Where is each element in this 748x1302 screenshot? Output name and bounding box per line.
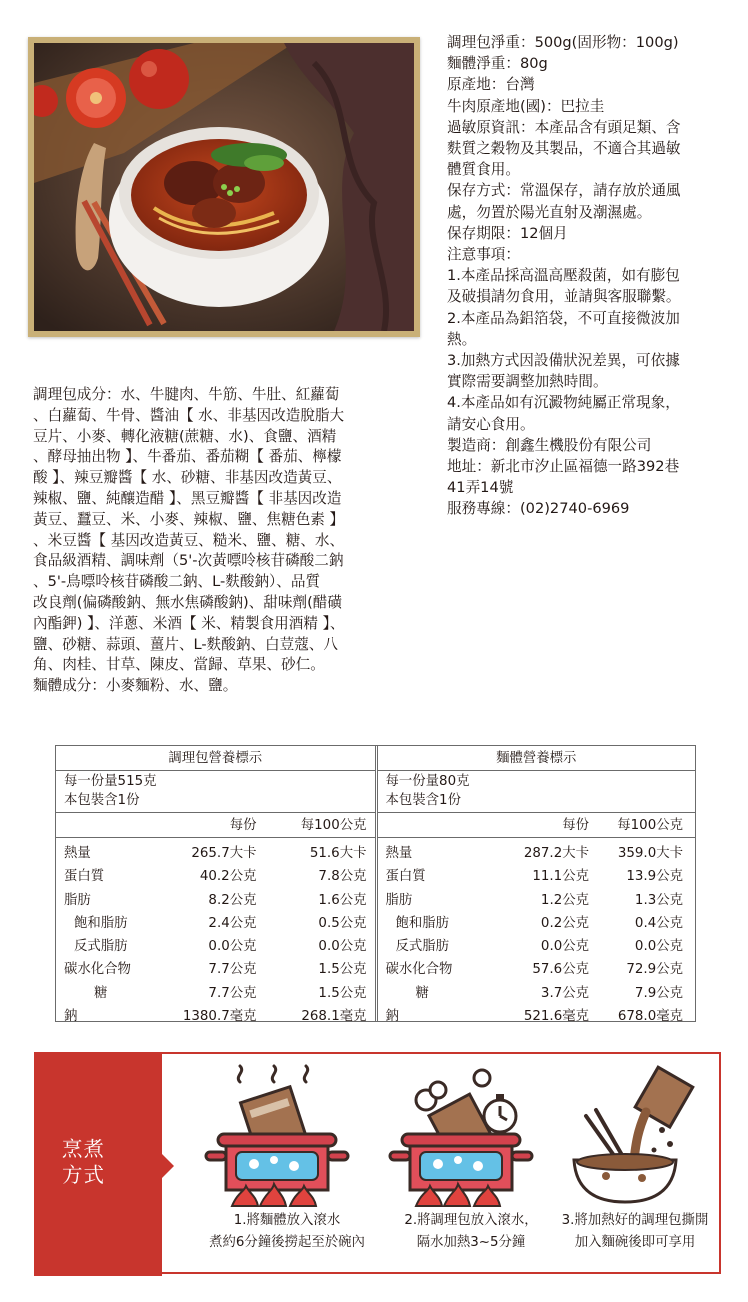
per-serving-value: 265.7大卡 [191,846,257,861]
per-serving-value: 1.2公克 [540,892,589,908]
table-row [378,935,696,958]
nutrient-name: 鈉 [385,1009,399,1025]
per-serving-value: 0.2公克 [540,915,589,931]
info-line: 調理包淨重：500g(固形物：100g) [447,34,679,51]
pot-with-pouch-and-timer-icon [386,1060,536,1208]
table-row [56,982,375,1005]
ingredients-line: 辣椒、鹽、純釀造醋 】、黑豆瓣醬【 非基因改造 [33,489,342,507]
serving-info [56,771,375,813]
per-100g-value: 1.5公克 [318,985,367,1001]
cooking-method-box [34,1052,721,1274]
pour-pouch-into-bowl-icon [550,1060,700,1208]
table-row [56,935,375,958]
servings-per-pack: 本包裝含1份 [64,793,140,808]
product-photo-frame [28,37,420,337]
table-row [56,889,375,912]
per-100g-value: 72.9公克 [626,962,683,978]
info-line: 過敏原資訊：本產品含有頭足類、含 [447,118,681,136]
nutrient-name: 碳水化合物 [64,962,131,978]
info-line: 注意事項： [447,246,520,264]
nutrient-name: 反式脂肪 [395,939,450,955]
ingredients-line: 改良劑(偏磷酸鈉、無水焦磷酸鈉)、甜味劑(醋磺 [33,593,342,611]
info-line: 1.本產品採高溫高壓殺菌，如有膨包 [447,267,680,285]
nutrient-name: 糖 [415,985,429,1001]
nutrient-name: 脂肪 [385,892,413,908]
info-line: 實際需要調整加熱時間。 [447,373,608,391]
info-line: 及破損請勿食用，並請與客服聯繫。 [447,288,681,306]
per-100g-value: 1.3公克 [634,892,683,908]
nutrient-rows [378,838,696,1028]
ingredients-line: 、5'-鳥嘌呤核苷磷酸二鈉、L-麩酸鈉）、品質 [33,573,321,591]
table-row [378,865,696,888]
per-100g-value: 0.4公克 [634,915,683,931]
per-serving-value: 7.7公克 [208,962,257,978]
info-line: 原產地：台灣 [447,76,535,94]
per-100g-value: 678.0毫克 [617,1009,683,1025]
per-serving-value: 11.1公克 [532,869,589,885]
table-row [378,912,696,935]
info-line: 保存期限：12個月 [447,224,568,242]
per-serving-value: 40.2公克 [199,869,257,885]
label-arrow-icon [162,1154,174,1178]
info-line: 服務專線：(02)2740-6969 [447,500,630,518]
per-serving-header: 每份 [562,818,589,833]
cooking-method-label [34,1052,162,1276]
nutrient-name: 熱量 [385,846,413,861]
info-line: 3.加熱方式因設備狀況差異，可依據 [447,352,680,370]
info-line: 保存方式：常溫保存，請存放於通風 [447,182,681,200]
info-line: 麩質之穀物及其製品，不適合其過敏 [447,140,681,158]
per-100g-value: 7.8公克 [318,869,367,885]
info-line: 製造商：創鑫生機股份有限公司 [447,436,652,454]
table-row [378,958,696,981]
step-2-line2: 隔水加熱3~5分鐘 [416,1235,526,1250]
step-3-line1: 3.將加熱好的調理包撕開 [561,1213,709,1228]
table-row [378,889,696,912]
step-1-line1: 1.將麵體放入滾水 [233,1213,341,1228]
ingredients-line: 麵體成分：小麥麵粉、水、鹽。 [33,677,238,695]
per-100g-value: 13.9公克 [626,869,683,885]
nutrient-rows [56,838,375,1028]
nutrition-facts-table [55,745,696,1025]
ingredients-line: 內酯鉀) 】、洋蔥、米酒【 米、精製食用酒精 】、 [33,614,345,632]
nutrient-name: 蛋白質 [385,869,426,885]
info-line: 麵體淨重：80g [447,55,548,73]
info-line: 地址：新北市汐止區福德一路392巷 [447,458,680,476]
per-serving-value: 1380.7毫克 [182,1009,257,1025]
per-serving-header: 每份 [229,818,257,833]
per-serving-value: 2.4公克 [208,915,257,931]
table-row [56,912,375,935]
column-headers [56,813,375,838]
step-2-line1: 2.將調理包放入滾水， [404,1213,538,1228]
serving-info [378,771,696,813]
info-line: 熱。 [447,330,477,348]
info-line: 請安心食用。 [447,415,535,433]
cooking-step-2 [376,1054,566,1272]
nutrient-name: 碳水化合物 [385,962,453,978]
ingredients-line: 調理包成分：水、牛腱肉、牛筋、牛肚、紅蘿蔔 [33,386,340,403]
product-info [447,32,737,520]
nutrient-name: 飽和脂肪 [74,915,128,931]
info-line: 牛肉原產地(國)：巴拉圭 [447,97,605,115]
per-100g-value: 1.5公克 [318,962,367,978]
step-1-line2: 煮約6分鐘後撈起至於碗內 [209,1235,365,1250]
nutrient-name: 蛋白質 [64,869,105,885]
ingredients-line: 黃豆、蠶豆、米、小麥、辣椒、鹽、焦糖色素 】 [33,510,345,528]
panel-title: 調理包營養標示 [56,746,375,771]
per-100g-header: 每100公克 [617,818,683,833]
info-line: 處，勿置於陽光直射及潮濕處。 [447,203,652,221]
ingredients-list [33,385,416,697]
table-row [56,865,375,888]
cooking-step-1 [192,1054,382,1272]
servings-per-pack: 本包裝含1份 [385,793,461,808]
ingredients-line: 、米豆醬【 基因改造黃豆、糙米、鹽、糖、水、 [33,531,345,549]
per-100g-value: 0.5公克 [318,915,367,931]
nutrient-name: 飽和脂肪 [395,915,450,931]
cooking-label-line2: 方式 [62,1163,105,1187]
per-serving-value: 57.6公克 [532,962,589,978]
cooking-step-3 [540,1054,730,1272]
per-100g-value: 0.0公克 [318,939,367,955]
per-100g-value: 51.6大卡 [309,846,367,861]
table-row [378,982,696,1005]
table-row [56,958,375,981]
nutrient-name: 反式脂肪 [74,939,128,955]
table-row [378,842,696,865]
ingredients-line: 食品級酒精、調味劑（5'-次黃嘌呤核苷磷酸二鈉 [33,552,344,570]
cooking-label-line1: 烹煮 [62,1137,105,1161]
table-row [378,1005,696,1028]
nutrient-name: 脂肪 [64,892,91,908]
ingredients-line: 角、肉桂、甘草、陳皮、當歸、草果、砂仁。 [33,656,325,674]
noodle-nutrition-panel [377,746,696,1025]
ingredients-line: 豆片、小麥、轉化液糖(蔗糖、水)、食鹽、酒精 [33,427,337,445]
ingredients-line: 、白蘿蔔、牛骨、醬油【 水、非基因改造脫脂大 [33,406,345,424]
per-serving-value: 8.2公克 [208,892,257,908]
panel-title: 麵體營養標示 [378,746,696,771]
info-line: 體質食用。 [447,161,520,179]
nutrient-name: 糖 [94,985,108,1001]
beef-noodle-soup-photo [34,43,414,331]
info-line: 41弄14號 [447,479,514,497]
per-100g-value: 268.1毫克 [301,1009,367,1025]
ingredients-line: 、酵母抽出物 】、牛番茄、番茄糊【 番茄、檸檬 [33,448,342,466]
table-row [56,842,375,865]
nutrient-name: 鈉 [64,1009,78,1025]
per-serving-value: 0.0公克 [540,939,589,955]
info-line: 2.本產品為鋁箔袋，不可直接微波加 [447,309,680,327]
ingredients-line: 酸 】、辣豆瓣醬【 水、砂糖、非基因改造黃豆、 [33,469,342,487]
ingredients-line: 鹽、砂糖、蒜頭、薑片、L-麩酸鈉、白荳蔻、八 [33,635,339,653]
nutrient-name: 熱量 [64,846,91,861]
per-serving-value: 3.7公克 [540,985,589,1001]
per-100g-value: 7.9公克 [634,985,683,1001]
per-100g-header: 每100公克 [300,818,367,833]
column-headers [378,813,696,838]
per-100g-value: 359.0大卡 [617,846,683,861]
per-100g-value: 0.0公克 [634,939,683,955]
per-100g-value: 1.6公克 [318,892,367,908]
per-serving-value: 0.0公克 [208,939,257,955]
pot-with-noodle-pack-icon [202,1060,352,1208]
seasoning-pack-nutrition-panel [56,746,376,1025]
info-line: 4.本產品如有沉澱物純屬正常現象， [447,394,680,412]
per-serving-value: 7.7公克 [208,985,257,1001]
serving-size: 每一份量80克 [385,774,470,789]
per-serving-value: 287.2大卡 [523,846,589,861]
table-row [56,1005,375,1028]
step-3-line2: 加入麵碗後即可享用 [574,1235,696,1250]
per-serving-value: 521.6毫克 [523,1009,589,1025]
serving-size: 每一份量515克 [64,774,157,789]
